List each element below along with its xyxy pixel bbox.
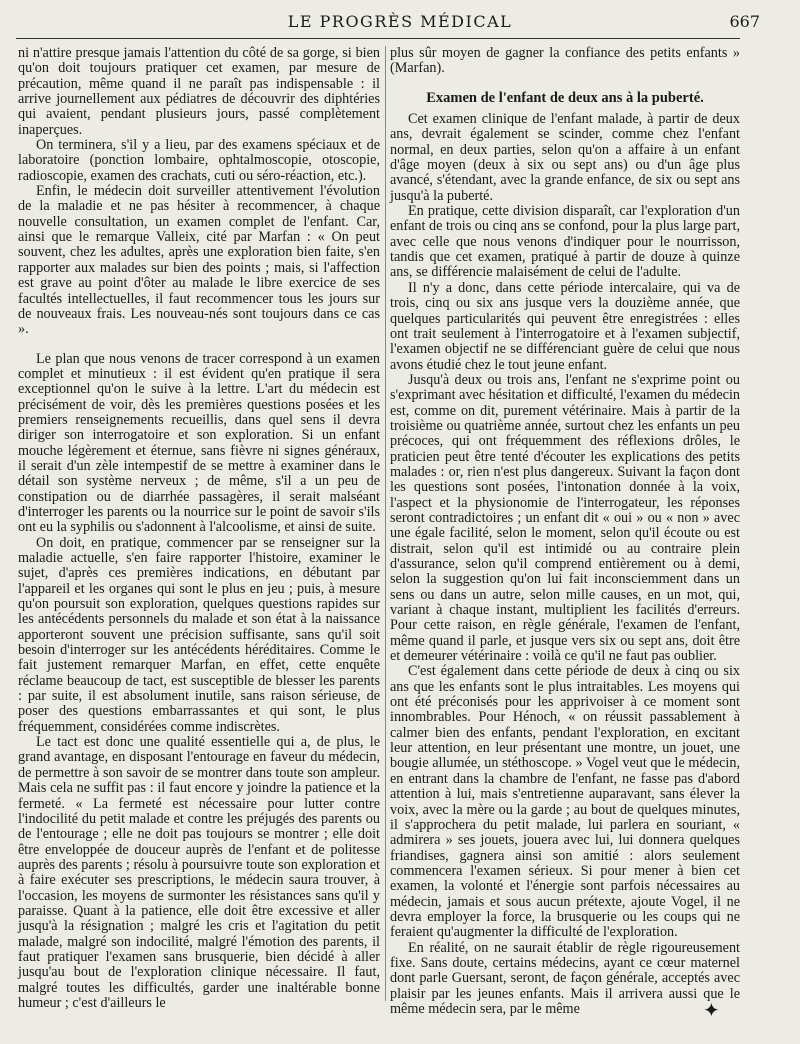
- section-heading: Examen de l'enfant de deux ans à la puberté.: [426, 89, 704, 106]
- paragraph: Il n'y a donc, dans cette période intercalaire, qui va de trois, cinq ou six ans jusque vers la douzième année, que quelques particularités qui peuvent être enregistrées : elles ont trait seulement à l'interrogatoire et à l'examen subjectif, l'examen objectif ne se différenciant guère de celui que nous avons étudié chez le tout jeune enfant.: [390, 279, 740, 373]
- running-title: LE PROGRÈS MÉDICAL: [287, 12, 513, 31]
- paragraph: C'est également dans cette période de deux à cinq ou six ans que les enfants sont le plus intraitables. Les moyens qui ont été préconisés pour les apprivoiser à ce moment sont innombrables. Pour Hénoch, « on réussit passablement à calmer bien des enfants, pendant l'exploration, en excitant leur attention, en leur présentant une montre, un jouet, une bougie allumée, un stéthoscope. » Vogel veut que le médecin, en entrant dans la chambre de l'enfant, ne fasse pas d'abord attention à lui, mais s'entretienne auparavant, sans élever la voix, avec la mère ou la garde ; au bout de quelques minutes, il s'approchera du petit malade, lui parlera en souriant, « admirera » ses jouets, jouera avec lui, lui donnera quelques friandises, gagnera ainsi son amitié : alors seulement commencera l'examen sérieux. Si pour mener à bien cet examen, la volonté et l'énergie sont parfois nécessaires au médecin, jamais et sous aucun prétexte, ajoute Vogel, il ne devra employer la force, la brusquerie ou les coups qui ne feraient qu'augmenter la difficulté de l'exploration.: [390, 663, 740, 941]
- paragraph: En pratique, cette division disparaît, car l'exploration d'un enfant de trois ou cinq ans se confond, pour la plus large part, avec celle que nous venons d'indiquer pour le nourrisson, tandis que cet examen, pratiqué à partir de douze à quinze ans, se différencie malaisément de celui de l'adulte.: [390, 203, 740, 281]
- paragraph-continuation: plus sûr moyen de gagner la confiance des petits enfants » (Marfan).: [390, 45, 740, 77]
- page-header: [0, 0, 800, 40]
- left-column: [18, 46, 380, 1011]
- page-number: 667: [729, 12, 760, 31]
- paragraph: On doit, en pratique, commencer par se renseigner sur la maladie actuelle, s'en faire rapporter l'histoire, examiner le sujet, d'après ces premières indications, en débutant par l'appareil et les organes qui sont le plus en jeu ; puis, à mesure qu'on poursuit son exploration, quelques questions rapides sur les antécédents personnels du malade et son état à la naissance apporteront souvent une précision suffisante, sans qu'il soit besoin d'interroger sur les antécédents héréditaires. Comme le fait justement remarquer Marfan, en effet, cette enquête réclame beaucoup de tact, est susceptible de blesser les parents : par suite, il est absolument inutile, sans raison sérieuse, de poser des questions embarrassantes et qui sont, le plus fréquemment, considérées comme indiscrètes.: [18, 534, 380, 735]
- paragraph: On terminera, s'il y a lieu, par des examens spéciaux et de laboratoire (ponction lombaire, ophtalmoscopie, otoscopie, radioscopie, examen des crachats, cuti ou séro-réaction, etc.).: [18, 137, 380, 184]
- paragraph: ni n'attire presque jamais l'attention du côté de sa gorge, si bien qu'on doit toujours pratiquer cet examen, par mesure de précaution, même quand il ne paraît pas indispensable : il arrive journellement aux pédiatres de découvrir des diphtéries qui avaient, pendant plusieurs jours, passé complètement inaperçues.: [18, 45, 380, 138]
- paragraph: Enfin, le médecin doit surveiller attentivement l'évolution de la maladie et ne pas hésiter à recommencer, à chaque nouvelle consultation, un examen complet de l'enfant. Car, ainsi que le remarque Valleix, cité par Marfan : « On peut souvent, chez les adultes, après une exploration bien faite, s'en rapporter aux malades sur bien des points ; mais, si l'affection est grave au point d'ôter au malade le libre exercice de ses facultés intellectuelles, il faut recommencer tous les jours sur de nouveaux frais. Les nouveau-nés sont toujours dans ce cas ».: [18, 183, 380, 338]
- fleuron-ornament: ✦: [703, 998, 720, 1022]
- paragraph: Le tact est donc une qualité essentielle qui a, de plus, le grand avantage, en disposant l'entourage en faveur du médecin, de permettre à son savoir de se montrer dans toute son ampleur. Mais cela ne suffit pas : il faut encore y joindre la patience et la fermeté. « La fermeté est nécessaire pour lutter contre l'indocilité du petit malade et contre les préjugés des parents ou de l'entourage ; elle ne doit pas toujours se montrer ; elle doit être enveloppée de douceur auprès de l'enfant et de politesse auprès des parents ; résolu à poursuivre toute son exploration et à faire exécuter ses prescriptions, le médecin saura trouver, à l'occasion, les moyens de surmonter les résistances sans qu'il y paraisse. Quant à la patience, elle doit être excessive et aller jusqu'à la résignation ; malgré les cris et l'agitation du petit malade, malgré son indocilité, malgré l'émotion des parents, il faut pratiquer l'examen sans brusquerie, bien décidé à aller jusqu'au bout de l'exploration clinique nécessaire. Il faut, malgré toutes les difficultés, garder une inaltérable bonne humeur ; c'est d'ailleurs le: [18, 734, 380, 1011]
- column-separator: [385, 46, 386, 1001]
- paragraph: En réalité, on ne saurait établir de règle rigoureusement fixe. Sans doute, certains médecins, ayant ce cœur maternel dont parle Guersant, seront, de façon générale, acceptés avec plaisir par les jeunes enfants. Mais il arrivera aussi que le même médecin sera, par le même: [390, 939, 740, 1017]
- header-rule: [16, 38, 740, 39]
- right-column: [390, 46, 740, 1017]
- paragraph: Cet examen clinique de l'enfant malade, à partir de deux ans, devrait également se scinder, comme chez l'enfant normal, en deux parties, selon qu'on a affaire à un enfant d'âge moyen (deux à six ou sept ans) ou d'un âge plus avancé, s'étendant, avec la grande enfance, de six ou sept ans jusqu'à la puberté.: [390, 111, 740, 204]
- paragraph: Le plan que nous venons de tracer correspond à un examen complet et minutieux : il est évident qu'en pratique il sera exceptionnel qu'on le suive à la lettre. L'art du médecin est précisément de voir, dès les premières questions posées et les premiers renseignements recueillis, dans quel sens il devra diriger son interrogatoire et son exploration. Si un enfant mouche légèrement et éternue, sans fièvre ni signes généraux, il serait d'un zèle intempestif de se mettre à examiner dans le détail son système nerveux ; de même, s'il a un peu de constipation ou de diarrhée passagères, il serait malséant d'interroger les parents ou la nourrice sur le point de savoir s'ils ont eu la syphilis ou s'adonnent à l'alcoolisme, et ainsi de suite.: [18, 350, 380, 536]
- paragraph: Jusqu'à deux ou trois ans, l'enfant ne s'exprime point ou s'exprimant avec hésitation et difficulté, l'examen du médecin est, comme on dit, purement vétérinaire. Mais à partir de la troisième ou quatrième année, surtout chez les enfants un peu précoces, qui ont fréquemment des réflexions drôles, le praticien peut être tenté d'écouter les explications des petits malades : or, rien n'est plus dangereux. Suivant la façon dont les questions sont posées, l'intonation donnée à la voix, l'aspect et la physionomie de l'interrogateur, les réponses seront contradictoires ; un enfant dit « oui » ou « non » avec une égale facilité, selon le moment, selon qu'il écoute ou est distrait, selon qu'il est intimidé ou au contraire plein d'assurance, selon qu'il comprend entièrement ou à demi, selon la suggestion qu'on lui fait inconsciemment dans un sens ou dans un autre, selon mille causes, en un mot, qui, variant à chaque instant, multiplient les facilités d'erreurs. Pour cette raison, en règle générale, l'examen de l'enfant, même quand il parle, et jusque vers six ou sept ans, doit être et demeurer vétérinaire : voilà ce qu'il ne faut pas oublier.: [390, 371, 740, 665]
